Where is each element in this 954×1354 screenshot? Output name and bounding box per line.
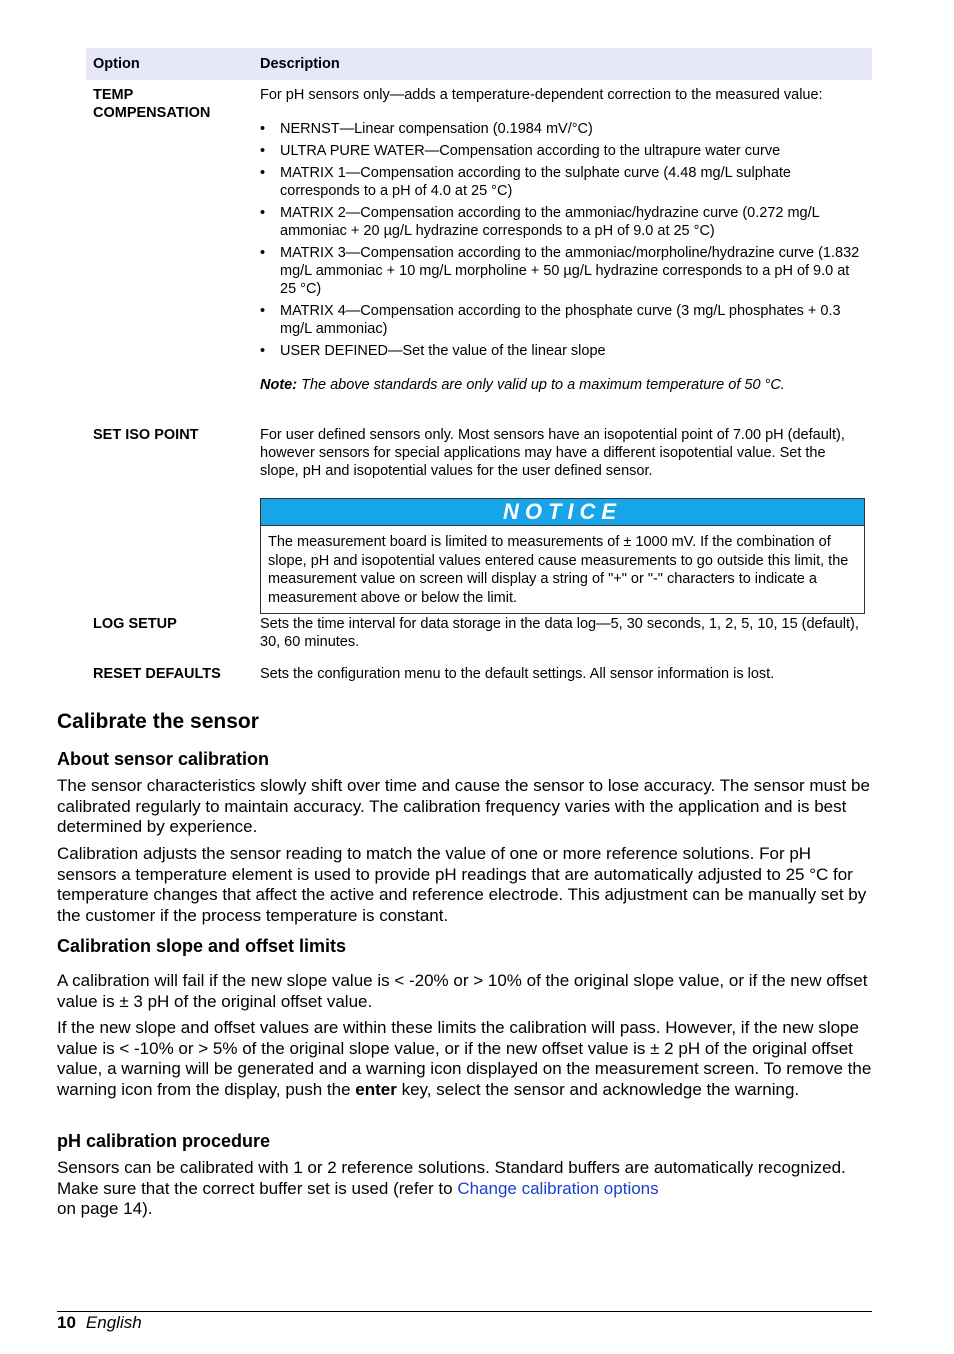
temp-comp-note bbox=[260, 376, 865, 394]
temp-comp-intro: For pH sensors only—adds a temperature-dependent correction to the measured value: bbox=[260, 87, 823, 103]
limits-paragraph-1: A calibration will fail if the new slope value is < -20% or > 10% of the original slope value, or if the new offset value is ± 3 pH of the original offset value. bbox=[57, 971, 868, 1011]
iso-point-text: For user defined sensors only. Most sensors have an isopotential point of 7.00 pH (default), however sensors for special applications may have a different isopotential value. Set the slope, pH and isopotential values for the user defined sensor. bbox=[260, 427, 845, 479]
option-description: Sets the configuration menu to the default settings. All sensor information is lost. bbox=[260, 666, 775, 682]
list-item: • MATRIX 3—Compensation according to the ammoniac/morpholine/hydrazine curve (1.832 mg/L ammoniac + 10 mg/L morpholine + 50 µg/L hydrazine corresponds to a pH of 9.0 at 25 °C) bbox=[260, 244, 865, 298]
enter-key-label: enter bbox=[355, 1079, 397, 1099]
header-option: Option bbox=[93, 56, 140, 72]
note-label: Note: bbox=[260, 377, 298, 393]
notice-box bbox=[260, 498, 865, 614]
list-item: • MATRIX 2—Compensation according to the ammoniac/hydrazine curve (0.272 mg/L ammoniac + 20 µg/L hydrazine corresponds to a pH of 9.0 at 25 °C) bbox=[260, 204, 865, 240]
limits-text-a: If the new slope and offset values are within these limits the calibration will pass. However, if the new slope value is < -10% or > 5% of the original slope value, or if the new offset value is ± 2 pH of the original offset value, a warning will be generated and a warning icon displayed on the measurement screen. To remove the warning icon from the display, push the bbox=[57, 1018, 872, 1099]
list-item: • ULTRA PURE WATER—Compensation according to the ultrapure water curve bbox=[260, 142, 865, 160]
footer-divider bbox=[57, 1311, 872, 1312]
option-description bbox=[260, 86, 865, 394]
option-label: LOG SETUP bbox=[93, 616, 177, 632]
heading-about-calibration: About sensor calibration bbox=[57, 749, 270, 769]
about-paragraph-2: Calibration adjusts the sensor reading to match the value of one or more reference solutions. For pH sensors a temperature element is used to provide pH readings that are automatically adjusted to 25 °C for temperature changes that affect the active and reference electrode. This adjustment can be manually set by the customer if the process temperature is constant. bbox=[57, 844, 867, 925]
heading-slope-offset-limits: Calibration slope and offset limits bbox=[57, 936, 347, 956]
options-table bbox=[86, 48, 872, 682]
option-description: Sets the time interval for data storage in the data log—5, 30 seconds, 1, 2, 5, 10, 15 (default), 30, 60 minutes. bbox=[260, 616, 859, 650]
heading-ph-calibration: pH calibration procedure bbox=[57, 1131, 271, 1151]
page-footer bbox=[57, 1313, 142, 1333]
list-item: • MATRIX 1—Compensation according to the sulphate curve (4.48 mg/L sulphate corresponds to a pH of 4.0 at 25 °C) bbox=[260, 164, 865, 200]
option-description bbox=[260, 426, 865, 614]
list-item: • MATRIX 4—Compensation according to the phosphate curve (3 mg/L phosphates + 0.3 mg/L ammoniac) bbox=[260, 302, 865, 338]
about-paragraph-1: The sensor characteristics slowly shift over time and cause the sensor to lose accuracy. The sensor must be calibrated regularly to maintain accuracy. The calibration frequency varies with the application and is best determined by experience. bbox=[57, 776, 870, 836]
limits-paragraph-2 bbox=[57, 1018, 872, 1100]
note-text: The above standards are only valid up to a maximum temperature of 50 °C. bbox=[301, 377, 785, 393]
footer-language: English bbox=[85, 1313, 142, 1332]
ph-paragraph-1 bbox=[57, 1158, 872, 1220]
option-label: SET ISO POINT bbox=[93, 427, 199, 443]
list-item: • USER DEFINED—Set the value of the linear slope bbox=[260, 342, 865, 360]
limits-text-b: key, select the sensor and acknowledge the warning. bbox=[396, 1079, 800, 1099]
ph-text-a: Sensors can be calibrated with 1 or 2 reference solutions. Standard buffers are automatically recognized. Make sure that the correct buffer set is used (refer to bbox=[57, 1158, 846, 1198]
page-number: 10 bbox=[57, 1313, 76, 1332]
notice-title: NOTICE bbox=[261, 499, 864, 526]
notice-text: The measurement board is limited to measurements of ± 1000 mV. If the combination of slope, pH and isopotential values entered cause measurements to go outside this limit, the measurement value on screen will display a string of "+" or "-" characters to indicate a measurement above or below the limit. bbox=[268, 534, 849, 606]
option-label: RESET DEFAULTS bbox=[93, 666, 221, 682]
header-description: Description bbox=[260, 56, 340, 72]
temp-comp-list bbox=[260, 120, 865, 360]
table-header-row bbox=[86, 48, 872, 80]
section-title: Calibrate the sensor bbox=[57, 710, 259, 733]
option-label: TEMP COMPENSATION bbox=[93, 87, 211, 121]
ph-text-b: on page 14). bbox=[57, 1199, 153, 1218]
change-calibration-options-link[interactable]: Change calibration options bbox=[457, 1178, 659, 1198]
list-item: • NERNST—Linear compensation (0.1984 mV/°C) bbox=[260, 120, 865, 138]
